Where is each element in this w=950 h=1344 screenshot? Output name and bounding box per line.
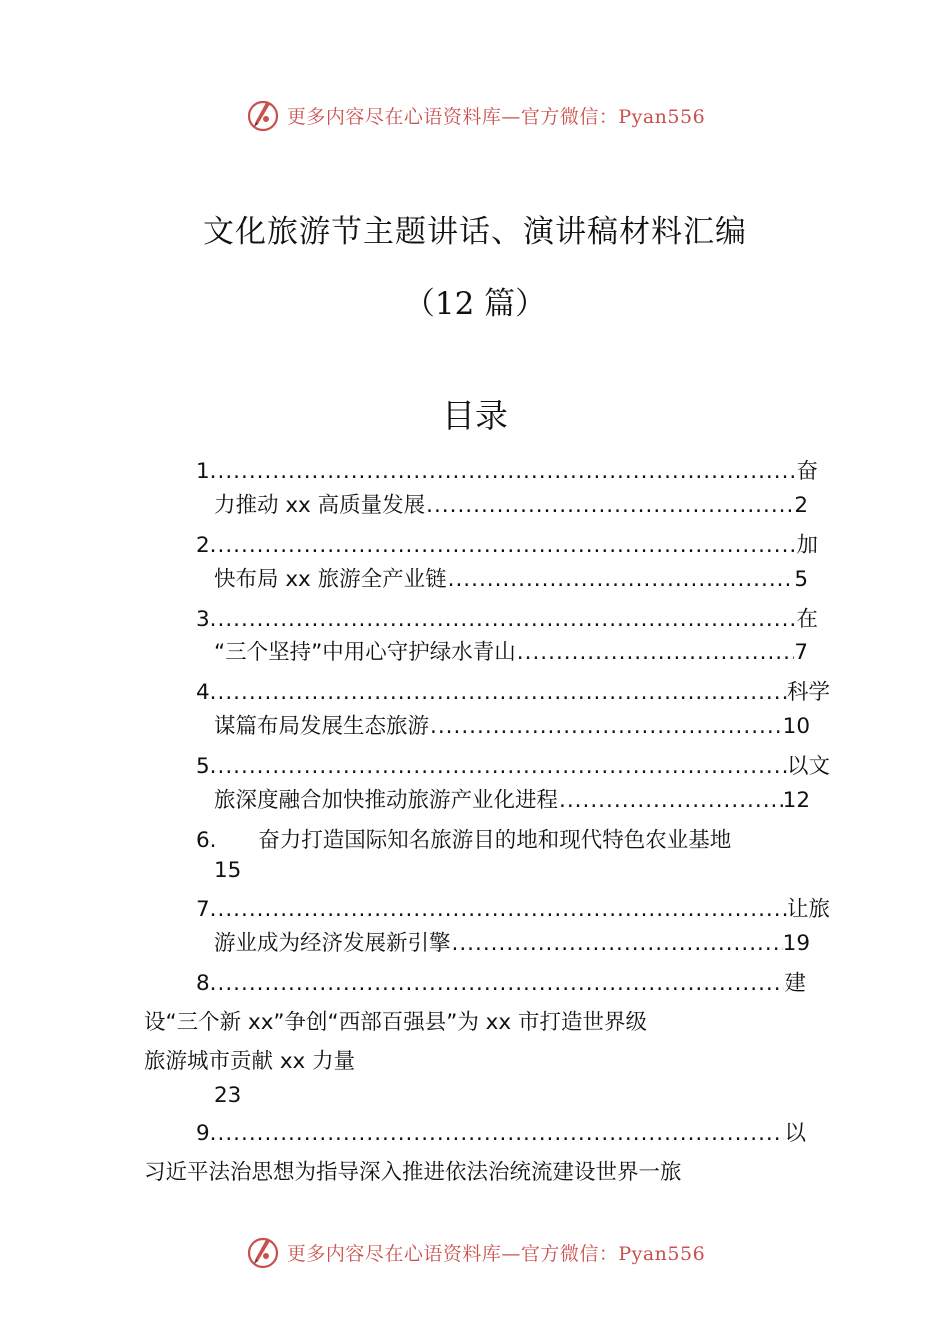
toc-entry-number: 7. xyxy=(196,897,217,922)
toc-entry-3-line2[interactable] xyxy=(214,638,808,668)
toc-entry-2-line2[interactable] xyxy=(214,565,808,595)
banner-text: 更多内容尽在心语资料库—官方微信：Pyan556 xyxy=(286,105,706,128)
toc-entry-title-start: 在 xyxy=(796,607,818,632)
toc-leader-dots xyxy=(217,969,785,999)
toc-entry-page: 5 xyxy=(794,567,808,592)
toc-entry-3-line1[interactable] xyxy=(196,605,818,635)
toc-entry-number: 4. xyxy=(196,680,217,705)
toc-entry-title-start: 以文 xyxy=(786,754,830,779)
toc-leader-dots xyxy=(217,752,787,782)
toc-entry-title-start: 加 xyxy=(796,533,818,558)
toc-entry-1-line1[interactable] xyxy=(196,457,818,487)
toc-entry-4-line2[interactable] xyxy=(214,712,810,742)
toc-entry-6-line1[interactable] xyxy=(196,826,731,856)
pen-circle-logo-icon xyxy=(245,1234,281,1270)
toc-entry-number: 5. xyxy=(196,754,217,779)
toc-entry-title-rest: 谋篇布局发展生态旅游 xyxy=(214,714,430,739)
toc-entry-number: 3. xyxy=(196,607,217,632)
toc-entry-title-start: 让旅 xyxy=(786,897,830,922)
toc-entry-7-line1[interactable] xyxy=(196,895,830,925)
toc-entry-title-rest: 游业成为经济发展新引擎 xyxy=(214,931,451,956)
toc-entry-title-start: 建 xyxy=(784,971,806,996)
toc-entry-page: 10 xyxy=(782,714,810,739)
toc-leader-dots xyxy=(516,638,795,668)
toc-entry-8-line1[interactable] xyxy=(196,969,806,999)
toc-leader-dots xyxy=(217,895,787,925)
toc-leader-dots xyxy=(217,457,797,487)
toc-entry-9-line1[interactable] xyxy=(196,1119,806,1149)
toc-leader-dots xyxy=(429,712,783,742)
toc-leader-dots xyxy=(425,491,794,521)
toc-leader-dots xyxy=(217,531,797,561)
toc-entry-title: 奋力打造国际知名旅游目的地和现代特色农业基地 xyxy=(258,828,732,853)
toc-entry-8-line2[interactable]: 设“三个新 xx”争创“西部百强县”为 xx 市打造世界级 xyxy=(144,1010,647,1035)
header-banner xyxy=(0,93,950,137)
toc-entry-page: 19 xyxy=(782,931,810,956)
toc-entry-title-rest: 旅深度融合加快推动旅游产业化进程 xyxy=(214,788,559,813)
pen-circle-logo-icon xyxy=(245,97,281,133)
document-title: 文化旅游节主题讲话、演讲稿材料汇编 xyxy=(203,214,747,250)
toc-leader-dots xyxy=(217,678,787,708)
toc-entry-number: 2. xyxy=(196,533,217,558)
document-subtitle: （12 篇） xyxy=(403,286,547,322)
toc-entry-title-start: 以 xyxy=(784,1121,806,1146)
toc-entry-number: 9. xyxy=(196,1121,217,1146)
toc-leader-dots xyxy=(558,786,783,816)
toc-entry-5-line2[interactable] xyxy=(214,786,810,816)
toc-entry-page[interactable]: 23 xyxy=(214,1083,242,1108)
toc-entry-title-rest: 力推动 xx 高质量发展 xyxy=(214,493,426,518)
toc-entry-1-line2[interactable] xyxy=(214,491,808,521)
toc-leader-dots xyxy=(217,1119,785,1149)
toc-leader-dots xyxy=(451,929,783,959)
toc-entry-number: 6. xyxy=(196,828,217,853)
footer-banner xyxy=(0,1230,950,1274)
toc-leader-dots xyxy=(447,565,795,595)
toc-entry-4-line1[interactable] xyxy=(196,678,830,708)
toc-entry-page[interactable]: 15 xyxy=(214,858,242,883)
toc-entry-7-line2[interactable] xyxy=(214,929,810,959)
toc-heading: 目录 xyxy=(442,396,508,435)
toc-leader-dots xyxy=(217,605,797,635)
toc-entry-8-line3[interactable]: 旅游城市贡献 xx 力量 xyxy=(144,1049,356,1074)
toc-entry-number: 8. xyxy=(196,971,217,996)
toc-entry-9-line2[interactable]: 习近平法治思想为指导深入推进依法治统流建设世界一旅 xyxy=(144,1160,682,1185)
toc-entry-title-rest: 快布局 xx 旅游全产业链 xyxy=(214,567,447,592)
toc-entry-page: 7 xyxy=(794,640,808,665)
banner-text: 更多内容尽在心语资料库—官方微信：Pyan556 xyxy=(286,1242,706,1265)
toc-entry-title-rest: “三个坚持”中用心守护绿水青山 xyxy=(214,640,516,665)
toc-entry-2-line1[interactable] xyxy=(196,531,818,561)
toc-entry-5-line1[interactable] xyxy=(196,752,830,782)
toc-entry-title-start: 科学 xyxy=(786,680,830,705)
toc-entry-title-start: 奋 xyxy=(796,459,818,484)
toc-entry-number: 1. xyxy=(196,459,217,484)
toc-entry-page: 12 xyxy=(782,788,810,813)
toc-entry-page: 2 xyxy=(794,493,808,518)
